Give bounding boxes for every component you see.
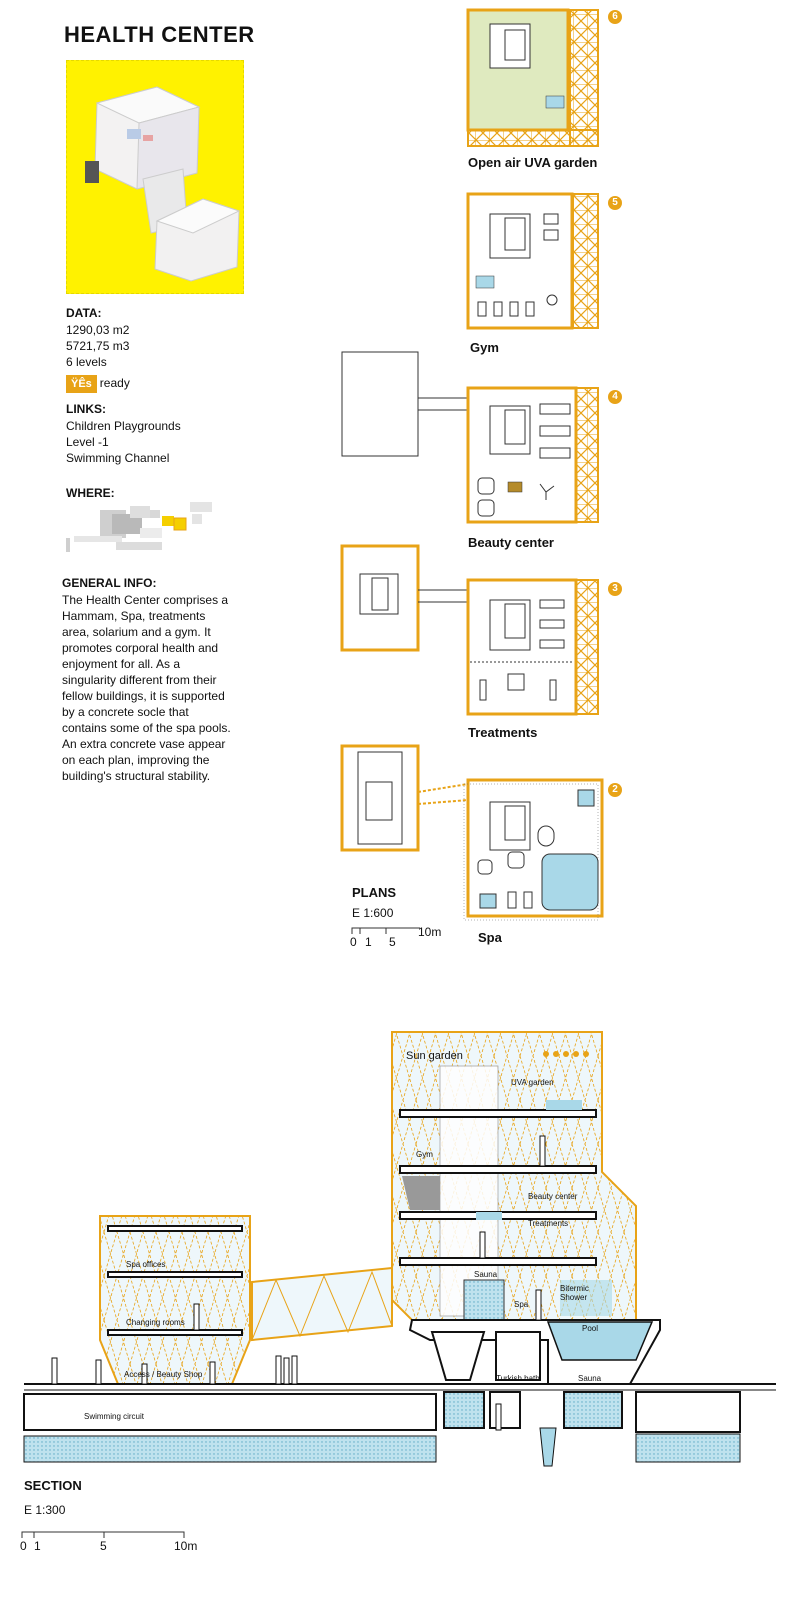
info-line: The Health Center comprises a <box>62 593 229 607</box>
plan-4-label: Beauty center <box>468 535 554 550</box>
section-left-building <box>100 1216 250 1384</box>
label-uva-garden: UVA garden <box>511 1078 554 1087</box>
plans-tick-1: 1 <box>365 935 372 949</box>
plan-3-label: Treatments <box>468 725 538 740</box>
label-swimming-circuit: Swimming circuit <box>84 1412 145 1421</box>
label-sauna-lower: Sauna <box>578 1374 602 1383</box>
label-treatments: Treatments <box>528 1219 569 1228</box>
data-volume: 5721,75 m3 <box>66 339 130 353</box>
label-gym: Gym <box>416 1150 433 1159</box>
plan-6-label: Open air UVA garden <box>468 155 598 170</box>
label-beauty-center: Beauty center <box>528 1192 578 1201</box>
info-line: area, solarium and a gym. It <box>62 625 211 639</box>
general-info-heading: GENERAL INFO: <box>62 576 157 590</box>
section-tick-0: 0 <box>20 1539 27 1553</box>
page-title: HEALTH CENTER <box>64 22 255 47</box>
label-changing-rooms: Changing rooms <box>126 1318 185 1327</box>
status-badge: ŸÊs <box>66 375 97 393</box>
plans-scale: E 1:600 <box>352 906 394 920</box>
label-bitermic-shower: Bitermic Shower <box>560 1284 589 1302</box>
status-text: ready <box>99 376 130 390</box>
plan-3-number: 3 <box>608 582 622 596</box>
info-line: singularity different from their <box>62 673 217 687</box>
data-heading: DATA: <box>66 306 102 320</box>
label-sauna-upper: Sauna <box>474 1270 498 1279</box>
plans-tick-0: 0 <box>350 935 357 949</box>
section-tick-5: 5 <box>100 1539 107 1553</box>
links-heading: LINKS: <box>66 402 106 416</box>
info-line: building's structural stability. <box>62 769 211 783</box>
plans-tick-10: 10m <box>418 925 442 939</box>
label-turkish-bath: Turkish bath <box>496 1374 540 1383</box>
link-item[interactable]: Swimming Channel <box>66 451 170 465</box>
plans-tick-5: 5 <box>389 935 396 949</box>
link-item[interactable]: Children Playgrounds <box>66 419 181 433</box>
info-line: enjoyment for all. As a <box>62 657 181 671</box>
section-heading: SECTION <box>24 1478 82 1493</box>
section-bridge <box>252 1268 392 1340</box>
info-line: fellow buildings, it is supported <box>62 689 225 703</box>
plans-heading: PLANS <box>352 885 397 900</box>
label-access-beauty-shop: Access / Beauty Shop <box>124 1370 203 1379</box>
info-line: by a concrete socle that <box>62 705 189 719</box>
info-line: on each plan, improving the <box>62 753 210 767</box>
label-spa: Spa <box>514 1300 529 1309</box>
section-tick-10: 10m <box>174 1539 198 1553</box>
data-levels: 6 levels <box>66 355 107 369</box>
info-line: contains some of the spa pools. <box>62 721 231 735</box>
plan-5-label: Gym <box>470 340 499 355</box>
label-pool: Pool <box>582 1324 599 1333</box>
info-line: Hammam, Spa, treatments <box>62 609 206 623</box>
label-spa-offices: Spa offices <box>126 1260 166 1269</box>
plan-2-label: Spa <box>478 930 502 945</box>
link-item[interactable]: Level -1 <box>66 435 109 449</box>
section-tick-1: 1 <box>34 1539 41 1553</box>
plan-6-number: 6 <box>608 10 622 24</box>
section-tower <box>392 1032 636 1320</box>
info-line: An extra concrete vase appear <box>62 737 226 751</box>
info-line: promotes corporal health and <box>62 641 219 655</box>
section-scale: E 1:300 <box>24 1503 66 1517</box>
plan-2-number: 2 <box>608 783 622 797</box>
label-sun-garden: Sun garden <box>406 1050 463 1062</box>
where-heading: WHERE: <box>66 486 115 500</box>
plan-5-number: 5 <box>608 196 622 210</box>
plan-4-number: 4 <box>608 390 622 404</box>
data-area: 1290,03 m2 <box>66 323 130 337</box>
